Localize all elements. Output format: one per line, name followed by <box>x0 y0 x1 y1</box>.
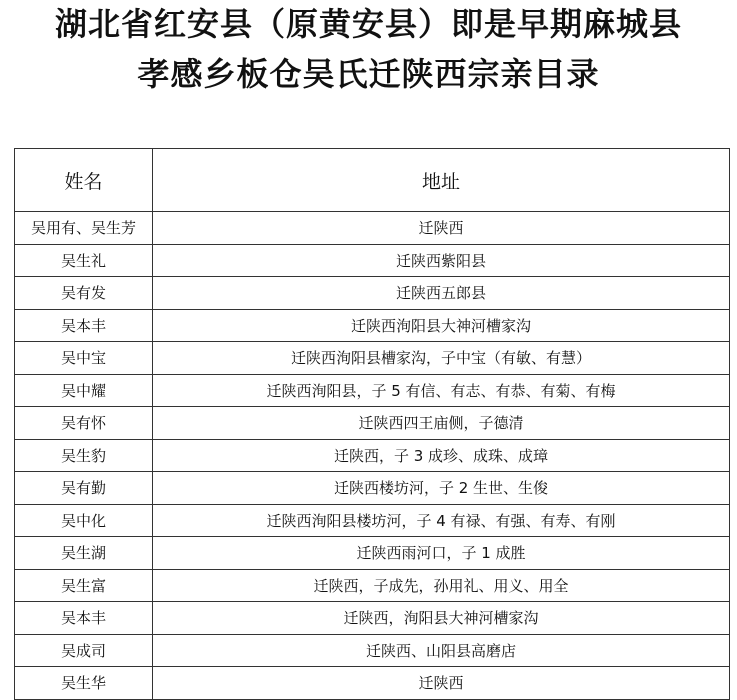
cell-address: 迁陕西楼坊河，子 2 生世、生俊 <box>153 472 730 505</box>
cell-address: 迁陕西，子成先，孙用礼、用义、用全 <box>153 569 730 602</box>
cell-name: 吴有勤 <box>15 472 153 505</box>
table-row <box>15 244 730 277</box>
cell-address: 迁陕西、山阳县高磨店 <box>153 634 730 667</box>
cell-name: 吴成司 <box>15 634 153 667</box>
cell-name: 吴有怀 <box>15 407 153 440</box>
header-name: 姓名 <box>15 149 153 212</box>
header-address: 地址 <box>153 149 730 212</box>
cell-name: 吴中化 <box>15 504 153 537</box>
table-row <box>15 569 730 602</box>
table-row <box>15 439 730 472</box>
table-row <box>15 472 730 505</box>
document-title-line2: 孝感乡板仓吴氏迁陕西宗亲目录 <box>137 55 600 93</box>
cell-address: 迁陕西五郎县 <box>153 277 730 310</box>
cell-address: 迁陕西洵阳县，子 5 有信、有志、有恭、有菊、有梅 <box>153 374 730 407</box>
cell-address: 迁陕西，子 3 成珍、成珠、成璋 <box>153 439 730 472</box>
cell-address: 迁陕西洵阳县大神河槽家沟 <box>153 309 730 342</box>
cell-address: 迁陕西洵阳县楼坊河，子 4 有禄、有强、有寿、有刚 <box>153 504 730 537</box>
table-row <box>15 667 730 700</box>
table-header-row <box>15 149 730 212</box>
cell-name: 吴本丰 <box>15 602 153 635</box>
cell-address: 迁陕西四王庙侧，子德清 <box>153 407 730 440</box>
table-row <box>15 342 730 375</box>
cell-name: 吴用有、吴生芳 <box>15 212 153 245</box>
table-row <box>15 407 730 440</box>
cell-name: 吴生礼 <box>15 244 153 277</box>
cell-address: 迁陕西，洵阳县大神河槽家沟 <box>153 602 730 635</box>
cell-name: 吴生豹 <box>15 439 153 472</box>
cell-address: 迁陕西 <box>153 212 730 245</box>
table-row <box>15 277 730 310</box>
document-title-line1: 湖北省红安县（原黄安县）即是早期麻城县 <box>54 5 682 43</box>
relatives-table <box>14 148 730 700</box>
table-row <box>15 212 730 245</box>
cell-name: 吴本丰 <box>15 309 153 342</box>
cell-name: 吴生湖 <box>15 537 153 570</box>
cell-address: 迁陕西洵阳县槽家沟，子中宝（有敏、有慧） <box>153 342 730 375</box>
cell-address: 迁陕西紫阳县 <box>153 244 730 277</box>
cell-address: 迁陕西 <box>153 667 730 700</box>
cell-name: 吴生华 <box>15 667 153 700</box>
table-row <box>15 634 730 667</box>
cell-name: 吴中耀 <box>15 374 153 407</box>
cell-name: 吴生富 <box>15 569 153 602</box>
table-row <box>15 309 730 342</box>
cell-address: 迁陕西雨河口，子 1 成胜 <box>153 537 730 570</box>
table-row <box>15 374 730 407</box>
cell-name: 吴中宝 <box>15 342 153 375</box>
table-row <box>15 537 730 570</box>
table-row <box>15 504 730 537</box>
cell-name: 吴有发 <box>15 277 153 310</box>
table-row <box>15 602 730 635</box>
